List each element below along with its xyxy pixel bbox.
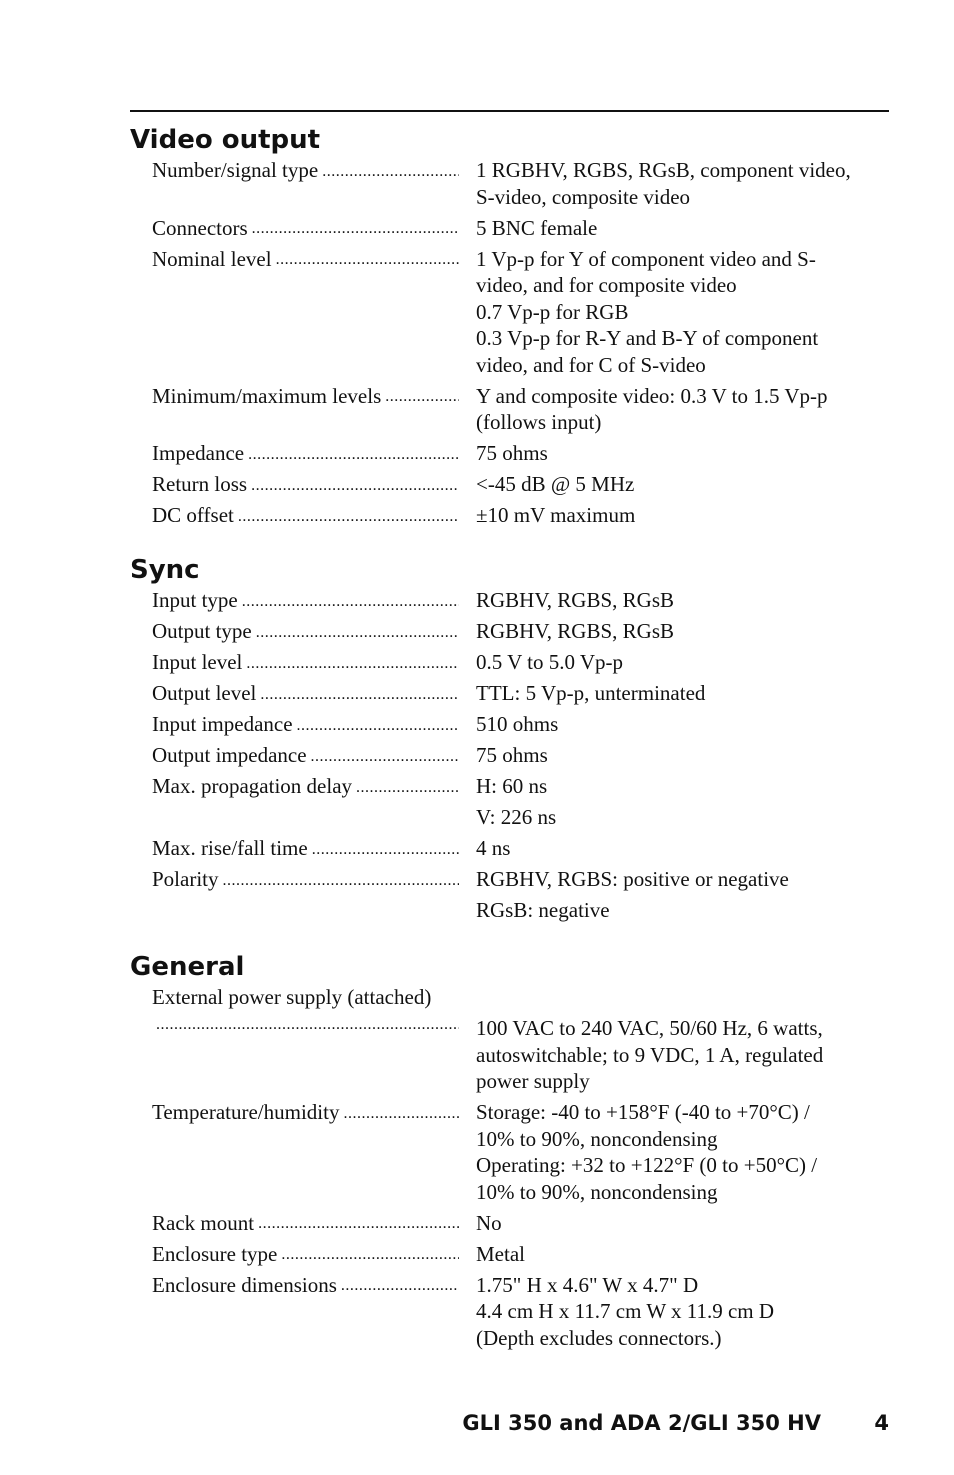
dot-leader — [242, 592, 459, 614]
spec-label-text: Output type — [152, 619, 252, 643]
spec-label — [130, 246, 459, 273]
spec-intro-row — [130, 984, 889, 1011]
spec-value-line: S-video, composite video — [476, 184, 691, 209]
spec-value-line: RGBHV, RGBS: positive or negative — [476, 867, 789, 891]
spec-label — [130, 742, 459, 769]
footer-document-title: GLI 350 and ADA 2/GLI 350 HV — [462, 1411, 821, 1435]
dot-leader — [156, 1015, 459, 1037]
spec-row — [130, 773, 889, 831]
spec-label-text: DC offset — [152, 503, 234, 527]
spec-values — [459, 440, 889, 467]
top-rule — [130, 110, 889, 112]
spec-values — [459, 1210, 889, 1237]
section-title: Sync — [130, 555, 200, 585]
section-sync — [130, 555, 889, 928]
spec-row — [130, 502, 889, 529]
spec-value-line: 75 ohms — [476, 441, 548, 465]
spec-value-line: autoswitchable; to 9 VDC, 1 A, regulated — [476, 1042, 824, 1067]
dot-leader — [248, 445, 459, 467]
spec-row — [130, 471, 889, 498]
page-footer — [130, 1408, 889, 1438]
spec-value-line: Y and composite video: 0.3 V to 1.5 Vp-p — [476, 383, 828, 408]
spec-value-line: RGBHV, RGBS, RGsB — [476, 619, 675, 643]
spec-row — [130, 1272, 889, 1352]
spec-label-text: Max. rise/fall time — [152, 836, 308, 860]
spec-row — [130, 157, 889, 210]
dot-leader — [322, 162, 459, 184]
dot-leader — [252, 219, 459, 241]
spec-row — [130, 1099, 889, 1205]
spec-label — [130, 1210, 459, 1237]
spec-value-line: 4.4 cm H x 11.7 cm W x 11.9 cm D — [476, 1299, 775, 1323]
spec-label — [130, 383, 459, 410]
spec-label — [130, 680, 459, 707]
dot-leader — [281, 1245, 459, 1267]
spec-values — [459, 835, 889, 862]
spec-values — [459, 1099, 889, 1205]
spec-value-line: (follows input) — [476, 410, 602, 434]
spec-values — [459, 1015, 889, 1095]
spec-label — [130, 1241, 459, 1268]
dot-leader — [297, 716, 459, 738]
spec-label-text: Output impedance — [152, 743, 307, 767]
spec-value-line: 0.7 Vp-p for RGB — [476, 299, 629, 324]
spec-value-line: H: 60 ns — [476, 774, 548, 798]
spec-label-text: Output level — [152, 681, 257, 705]
spec-value-line: 0.3 Vp-p for R-Y and B-Y of component — [476, 326, 819, 350]
spec-value-line: 1 RGBHV, RGBS, RGsB, component video, — [476, 158, 851, 182]
dot-leader — [385, 387, 459, 409]
dot-leader — [312, 840, 459, 862]
spec-values — [459, 383, 889, 436]
section-general — [130, 952, 889, 1356]
spec-list — [130, 587, 889, 924]
spec-value-line: video, and for C of S-video — [476, 352, 706, 377]
spec-label-text: Connectors — [152, 215, 248, 240]
spec-value-line: RGsB: negative — [476, 898, 610, 922]
spec-row — [130, 383, 889, 436]
spec-values — [459, 157, 889, 210]
spec-label — [130, 157, 459, 184]
spec-label — [130, 1099, 459, 1126]
spec-label-text: Max. propagation delay — [152, 774, 353, 798]
dot-leader — [356, 778, 459, 800]
spec-label-text: Input type — [152, 588, 238, 612]
spec-label — [130, 1015, 459, 1037]
spec-value-line: 10% to 90%, noncondensing — [476, 1126, 718, 1151]
spec-value-line: TTL: 5 Vp-p, unterminated — [476, 681, 706, 705]
spec-intro-text: External power supply (attached) — [152, 985, 432, 1009]
spec-label — [130, 215, 459, 242]
section-title: General — [130, 952, 245, 982]
spec-row — [130, 680, 889, 707]
spec-value-line: Operating: +32 to +122°F (0 to +50°C) / — [476, 1153, 818, 1177]
spec-value-line: 4 ns — [476, 836, 511, 860]
spec-label-text: Impedance — [152, 441, 245, 465]
spec-value-line: V: 226 ns — [476, 805, 557, 829]
spec-label-text: Polarity — [152, 867, 219, 891]
spec-value-line: ±10 mV maximum — [476, 503, 636, 527]
spec-value-line: 75 ohms — [476, 743, 548, 767]
spec-value-line: 1.75" H x 4.6" W x 4.7" D — [476, 1272, 699, 1297]
spec-values — [459, 618, 889, 645]
spec-label — [130, 649, 459, 676]
spec-value-line: (Depth excludes connectors.) — [476, 1325, 722, 1350]
spec-value-line: 10% to 90%, noncondensing — [476, 1179, 718, 1204]
spec-values — [459, 246, 889, 379]
spec-label-text: Return loss — [152, 472, 248, 496]
spec-values — [459, 471, 889, 498]
dot-leader — [258, 1214, 459, 1236]
spec-label-text: Temperature/humidity — [152, 1100, 340, 1124]
dot-leader — [260, 685, 459, 707]
dot-leader — [311, 747, 459, 769]
spec-label-text: Input level — [152, 650, 243, 674]
spec-row — [130, 215, 889, 242]
spec-value-line: <-45 dB @ 5 MHz — [476, 472, 635, 496]
spec-label — [130, 587, 459, 614]
spec-label-text: Input impedance — [152, 712, 293, 736]
section-video-output — [130, 125, 889, 533]
spec-list — [130, 157, 889, 529]
spec-row — [130, 711, 889, 738]
spec-label-text: Nominal level — [152, 246, 272, 271]
spec-label — [130, 866, 459, 893]
spec-label — [130, 711, 459, 738]
spec-label-text: Enclosure type — [152, 1241, 278, 1266]
spec-value-line: 100 VAC to 240 VAC, 50/60 Hz, 6 watts, — [476, 1016, 823, 1040]
spec-value-line: RGBHV, RGBS, RGsB — [476, 588, 675, 612]
spec-values — [459, 1272, 889, 1352]
spec-values — [459, 742, 889, 769]
spec-values — [459, 649, 889, 676]
spec-label-text: Enclosure dimensions — [152, 1272, 337, 1297]
dot-leader — [341, 1276, 459, 1298]
spec-label — [130, 502, 459, 529]
spec-row — [130, 246, 889, 379]
spec-row — [130, 440, 889, 467]
spec-row — [130, 1210, 889, 1237]
spec-row — [130, 1015, 889, 1095]
dot-leader — [246, 654, 459, 676]
dot-leader — [238, 507, 459, 529]
spec-label — [130, 471, 459, 498]
spec-label — [130, 618, 459, 645]
spec-label — [130, 835, 459, 862]
dot-leader — [223, 871, 460, 893]
spec-value-line: video, and for composite video — [476, 273, 737, 297]
spec-label — [130, 773, 459, 800]
section-title: Video output — [130, 125, 321, 155]
spec-value-line: No — [476, 1210, 502, 1235]
spec-list — [130, 1015, 889, 1351]
spec-values — [459, 680, 889, 707]
spec-value-line: Storage: -40 to +158°F (-40 to +70°C) / — [476, 1100, 810, 1124]
spec-intro-label — [130, 984, 435, 1011]
spec-values — [459, 215, 889, 242]
spec-value-line: power supply — [476, 1069, 590, 1093]
dot-leader — [276, 250, 459, 272]
spec-row — [130, 742, 889, 769]
spec-value-line: 1 Vp-p for Y of component video and S- — [476, 246, 816, 271]
spec-value-line: 0.5 V to 5.0 Vp-p — [476, 650, 624, 674]
spec-values — [459, 502, 889, 529]
spec-label-text: Rack mount — [152, 1210, 255, 1235]
spec-values — [459, 773, 889, 831]
spec-value-line: Metal — [476, 1241, 525, 1266]
spec-label-text: Number/signal type — [152, 158, 319, 182]
dot-leader — [251, 476, 459, 498]
dot-leader — [343, 1104, 459, 1126]
spec-values — [459, 711, 889, 738]
spec-values — [459, 1241, 889, 1268]
spec-row — [130, 835, 889, 862]
spec-row — [130, 649, 889, 676]
spec-row — [130, 587, 889, 614]
spec-values — [459, 866, 889, 924]
spec-label — [130, 440, 459, 467]
spec-row — [130, 866, 889, 924]
spec-value-line: 510 ohms — [476, 712, 559, 736]
dot-leader — [256, 623, 459, 645]
spec-label-text: Minimum/maximum levels — [152, 383, 382, 408]
spec-label — [130, 1272, 459, 1299]
spec-row — [130, 1241, 889, 1268]
spec-values — [459, 587, 889, 614]
page-number: 4 — [874, 1411, 889, 1435]
spec-row — [130, 618, 889, 645]
spec-value-line: 5 BNC female — [476, 215, 598, 240]
